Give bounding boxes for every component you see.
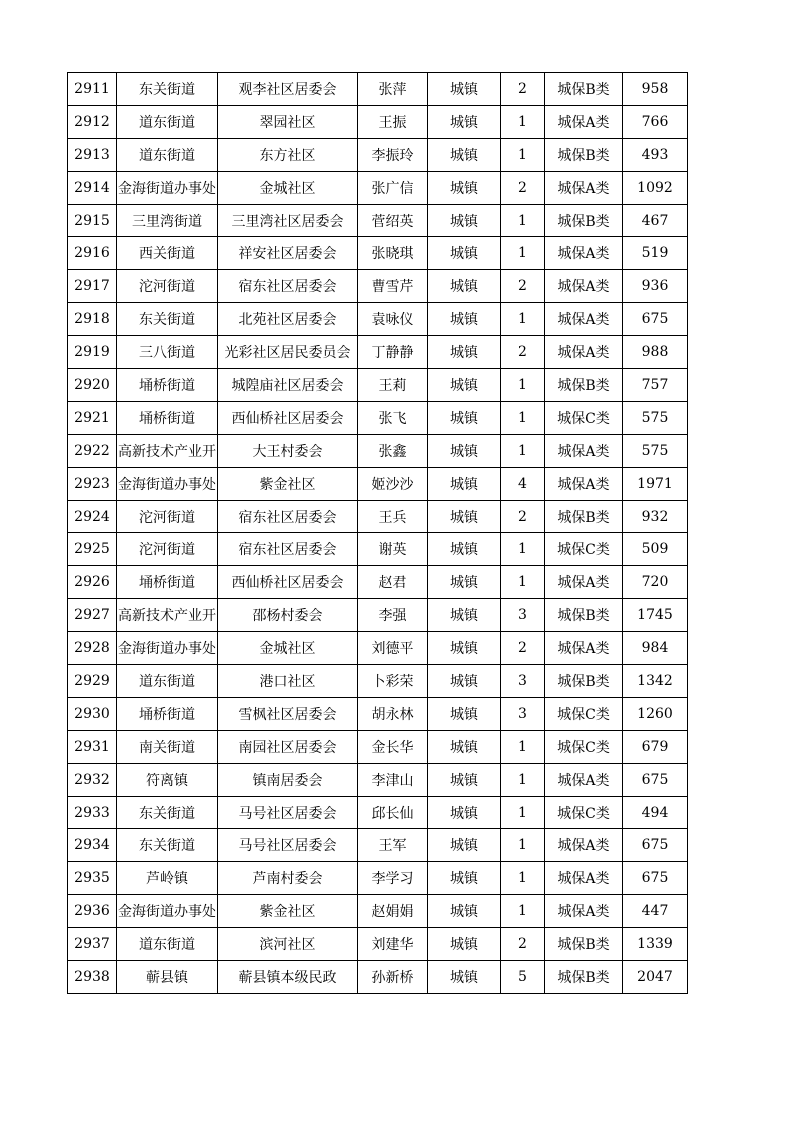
insurance-category-cell: 城保A类 <box>545 632 623 665</box>
household-count-cell: 1 <box>501 829 545 862</box>
household-count-cell: 1 <box>501 566 545 599</box>
table-row <box>68 336 688 369</box>
recipient-name-cell: 刘德平 <box>358 632 428 665</box>
insurance-category-cell: 城保B类 <box>545 73 623 106</box>
record-id-cell: 2923 <box>68 467 117 500</box>
recipient-name-cell: 张飞 <box>358 401 428 434</box>
community-cell: 港口社区 <box>218 665 358 698</box>
benefit-amount-cell: 575 <box>623 401 688 434</box>
recipient-name-cell: 张鑫 <box>358 434 428 467</box>
household-count-cell: 5 <box>501 961 545 994</box>
street-office-cell: 金海街道办事处 <box>117 171 218 204</box>
assistance-roster-table <box>67 72 688 994</box>
area-type-cell: 城镇 <box>428 928 501 961</box>
household-count-cell: 1 <box>501 434 545 467</box>
insurance-category-cell: 城保A类 <box>545 862 623 895</box>
table-row <box>68 566 688 599</box>
record-id-cell: 2928 <box>68 632 117 665</box>
benefit-amount-cell: 720 <box>623 566 688 599</box>
record-id-cell: 2935 <box>68 862 117 895</box>
recipient-name-cell: 李强 <box>358 599 428 632</box>
area-type-cell: 城镇 <box>428 401 501 434</box>
community-cell: 金城社区 <box>218 632 358 665</box>
area-type-cell: 城镇 <box>428 500 501 533</box>
community-cell: 南园社区居委会 <box>218 730 358 763</box>
street-office-cell: 东关街道 <box>117 303 218 336</box>
community-cell: 三里湾社区居委会 <box>218 204 358 237</box>
street-office-cell: 道东街道 <box>117 928 218 961</box>
area-type-cell: 城镇 <box>428 434 501 467</box>
street-office-cell: 埇桥街道 <box>117 401 218 434</box>
area-type-cell: 城镇 <box>428 303 501 336</box>
insurance-category-cell: 城保A类 <box>545 237 623 270</box>
area-type-cell: 城镇 <box>428 862 501 895</box>
recipient-name-cell: 刘建华 <box>358 928 428 961</box>
insurance-category-cell: 城保A类 <box>545 303 623 336</box>
insurance-category-cell: 城保B类 <box>545 138 623 171</box>
record-id-cell: 2914 <box>68 171 117 204</box>
record-id-cell: 2930 <box>68 697 117 730</box>
record-id-cell: 2927 <box>68 599 117 632</box>
benefit-amount-cell: 675 <box>623 303 688 336</box>
street-office-cell: 道东街道 <box>117 105 218 138</box>
table-row <box>68 171 688 204</box>
area-type-cell: 城镇 <box>428 796 501 829</box>
street-office-cell: 西关街道 <box>117 237 218 270</box>
record-id-cell: 2922 <box>68 434 117 467</box>
insurance-category-cell: 城保C类 <box>545 697 623 730</box>
record-id-cell: 2924 <box>68 500 117 533</box>
community-cell: 邵杨村委会 <box>218 599 358 632</box>
area-type-cell: 城镇 <box>428 730 501 763</box>
recipient-name-cell: 谢英 <box>358 533 428 566</box>
insurance-category-cell: 城保C类 <box>545 796 623 829</box>
table-row <box>68 73 688 106</box>
insurance-category-cell: 城保C类 <box>545 401 623 434</box>
recipient-name-cell: 丁静静 <box>358 336 428 369</box>
insurance-category-cell: 城保B类 <box>545 204 623 237</box>
table-row <box>68 434 688 467</box>
street-office-cell: 三里湾街道 <box>117 204 218 237</box>
community-cell: 翠园社区 <box>218 105 358 138</box>
area-type-cell: 城镇 <box>428 336 501 369</box>
household-count-cell: 4 <box>501 467 545 500</box>
household-count-cell: 3 <box>501 697 545 730</box>
household-count-cell: 2 <box>501 632 545 665</box>
table-row <box>68 961 688 994</box>
recipient-name-cell: 卜彩荣 <box>358 665 428 698</box>
benefit-amount-cell: 1092 <box>623 171 688 204</box>
benefit-amount-cell: 675 <box>623 862 688 895</box>
benefit-amount-cell: 575 <box>623 434 688 467</box>
community-cell: 宿东社区居委会 <box>218 270 358 303</box>
record-id-cell: 2913 <box>68 138 117 171</box>
table-row <box>68 303 688 336</box>
area-type-cell: 城镇 <box>428 204 501 237</box>
record-id-cell: 2918 <box>68 303 117 336</box>
record-id-cell: 2925 <box>68 533 117 566</box>
benefit-amount-cell: 766 <box>623 105 688 138</box>
street-office-cell: 道东街道 <box>117 665 218 698</box>
street-office-cell: 高新技术产业开 <box>117 599 218 632</box>
table-row <box>68 533 688 566</box>
insurance-category-cell: 城保A类 <box>545 270 623 303</box>
household-count-cell: 1 <box>501 204 545 237</box>
insurance-category-cell: 城保C类 <box>545 730 623 763</box>
recipient-name-cell: 张晓琪 <box>358 237 428 270</box>
table-row <box>68 599 688 632</box>
street-office-cell: 埇桥街道 <box>117 566 218 599</box>
table-row <box>68 105 688 138</box>
community-cell: 大王村委会 <box>218 434 358 467</box>
record-id-cell: 2921 <box>68 401 117 434</box>
community-cell: 东方社区 <box>218 138 358 171</box>
table-row <box>68 500 688 533</box>
street-office-cell: 南关街道 <box>117 730 218 763</box>
benefit-amount-cell: 984 <box>623 632 688 665</box>
community-cell: 西仙桥社区居委会 <box>218 401 358 434</box>
community-cell: 紫金社区 <box>218 467 358 500</box>
area-type-cell: 城镇 <box>428 961 501 994</box>
benefit-amount-cell: 519 <box>623 237 688 270</box>
insurance-category-cell: 城保B类 <box>545 961 623 994</box>
benefit-amount-cell: 757 <box>623 369 688 402</box>
record-id-cell: 2929 <box>68 665 117 698</box>
benefit-amount-cell: 675 <box>623 829 688 862</box>
street-office-cell: 沱河街道 <box>117 500 218 533</box>
table-row <box>68 697 688 730</box>
benefit-amount-cell: 1339 <box>623 928 688 961</box>
recipient-name-cell: 袁咏仪 <box>358 303 428 336</box>
benefit-amount-cell: 2047 <box>623 961 688 994</box>
area-type-cell: 城镇 <box>428 171 501 204</box>
insurance-category-cell: 城保C类 <box>545 533 623 566</box>
record-id-cell: 2933 <box>68 796 117 829</box>
record-id-cell: 2915 <box>68 204 117 237</box>
area-type-cell: 城镇 <box>428 467 501 500</box>
household-count-cell: 1 <box>501 138 545 171</box>
insurance-category-cell: 城保A类 <box>545 171 623 204</box>
record-id-cell: 2916 <box>68 237 117 270</box>
community-cell: 观李社区居委会 <box>218 73 358 106</box>
record-id-cell: 2917 <box>68 270 117 303</box>
record-id-cell: 2912 <box>68 105 117 138</box>
benefit-amount-cell: 1745 <box>623 599 688 632</box>
record-id-cell: 2919 <box>68 336 117 369</box>
insurance-category-cell: 城保A类 <box>545 434 623 467</box>
street-office-cell: 沱河街道 <box>117 533 218 566</box>
recipient-name-cell: 王莉 <box>358 369 428 402</box>
record-id-cell: 2932 <box>68 763 117 796</box>
community-cell: 金城社区 <box>218 171 358 204</box>
community-cell: 滨河社区 <box>218 928 358 961</box>
street-office-cell: 三八街道 <box>117 336 218 369</box>
household-count-cell: 1 <box>501 730 545 763</box>
household-count-cell: 1 <box>501 237 545 270</box>
household-count-cell: 2 <box>501 73 545 106</box>
recipient-name-cell: 胡永林 <box>358 697 428 730</box>
benefit-amount-cell: 958 <box>623 73 688 106</box>
household-count-cell: 1 <box>501 862 545 895</box>
table-row <box>68 270 688 303</box>
table-row <box>68 796 688 829</box>
recipient-name-cell: 邱长仙 <box>358 796 428 829</box>
insurance-category-cell: 城保B类 <box>545 500 623 533</box>
record-id-cell: 2936 <box>68 895 117 928</box>
street-office-cell: 金海街道办事处 <box>117 467 218 500</box>
recipient-name-cell: 李津山 <box>358 763 428 796</box>
area-type-cell: 城镇 <box>428 697 501 730</box>
record-id-cell: 2937 <box>68 928 117 961</box>
insurance-category-cell: 城保A类 <box>545 566 623 599</box>
street-office-cell: 沱河街道 <box>117 270 218 303</box>
community-cell: 马号社区居委会 <box>218 796 358 829</box>
household-count-cell: 2 <box>501 270 545 303</box>
table-row <box>68 369 688 402</box>
table-row <box>68 237 688 270</box>
street-office-cell: 埇桥街道 <box>117 697 218 730</box>
record-id-cell: 2911 <box>68 73 117 106</box>
recipient-name-cell: 赵娟娟 <box>358 895 428 928</box>
street-office-cell: 东关街道 <box>117 796 218 829</box>
recipient-name-cell: 李学习 <box>358 862 428 895</box>
recipient-name-cell: 金长华 <box>358 730 428 763</box>
insurance-category-cell: 城保B类 <box>545 928 623 961</box>
record-id-cell: 2920 <box>68 369 117 402</box>
community-cell: 北苑社区居委会 <box>218 303 358 336</box>
insurance-category-cell: 城保A类 <box>545 467 623 500</box>
recipient-name-cell: 王兵 <box>358 500 428 533</box>
record-id-cell: 2938 <box>68 961 117 994</box>
household-count-cell: 1 <box>501 105 545 138</box>
community-cell: 镇南居委会 <box>218 763 358 796</box>
household-count-cell: 2 <box>501 500 545 533</box>
household-count-cell: 1 <box>501 401 545 434</box>
recipient-name-cell: 张广信 <box>358 171 428 204</box>
area-type-cell: 城镇 <box>428 73 501 106</box>
benefit-amount-cell: 1260 <box>623 697 688 730</box>
street-office-cell: 金海街道办事处 <box>117 895 218 928</box>
benefit-amount-cell: 1342 <box>623 665 688 698</box>
community-cell: 芦南村委会 <box>218 862 358 895</box>
benefit-amount-cell: 467 <box>623 204 688 237</box>
household-count-cell: 2 <box>501 336 545 369</box>
area-type-cell: 城镇 <box>428 665 501 698</box>
table-row <box>68 928 688 961</box>
record-id-cell: 2931 <box>68 730 117 763</box>
community-cell: 宿东社区居委会 <box>218 500 358 533</box>
insurance-category-cell: 城保B类 <box>545 369 623 402</box>
area-type-cell: 城镇 <box>428 369 501 402</box>
recipient-name-cell: 菅绍英 <box>358 204 428 237</box>
street-office-cell: 符离镇 <box>117 763 218 796</box>
area-type-cell: 城镇 <box>428 105 501 138</box>
community-cell: 雪枫社区居委会 <box>218 697 358 730</box>
recipient-name-cell: 李振玲 <box>358 138 428 171</box>
community-cell: 紫金社区 <box>218 895 358 928</box>
insurance-category-cell: 城保A类 <box>545 763 623 796</box>
table-row <box>68 401 688 434</box>
area-type-cell: 城镇 <box>428 566 501 599</box>
table-row <box>68 730 688 763</box>
household-count-cell: 1 <box>501 796 545 829</box>
table-row <box>68 632 688 665</box>
recipient-name-cell: 曹雪芹 <box>358 270 428 303</box>
table-row <box>68 763 688 796</box>
recipient-name-cell: 张萍 <box>358 73 428 106</box>
table-row <box>68 895 688 928</box>
street-office-cell: 芦岭镇 <box>117 862 218 895</box>
record-id-cell: 2934 <box>68 829 117 862</box>
street-office-cell: 埇桥街道 <box>117 369 218 402</box>
benefit-amount-cell: 494 <box>623 796 688 829</box>
household-count-cell: 2 <box>501 928 545 961</box>
household-count-cell: 1 <box>501 763 545 796</box>
recipient-name-cell: 姬沙沙 <box>358 467 428 500</box>
street-office-cell: 蕲县镇 <box>117 961 218 994</box>
area-type-cell: 城镇 <box>428 829 501 862</box>
street-office-cell: 东关街道 <box>117 73 218 106</box>
benefit-amount-cell: 509 <box>623 533 688 566</box>
insurance-category-cell: 城保A类 <box>545 829 623 862</box>
household-count-cell: 2 <box>501 171 545 204</box>
community-cell: 祥安社区居委会 <box>218 237 358 270</box>
insurance-category-cell: 城保A类 <box>545 105 623 138</box>
household-count-cell: 1 <box>501 369 545 402</box>
area-type-cell: 城镇 <box>428 270 501 303</box>
benefit-amount-cell: 932 <box>623 500 688 533</box>
table-row <box>68 138 688 171</box>
household-count-cell: 1 <box>501 895 545 928</box>
street-office-cell: 高新技术产业开 <box>117 434 218 467</box>
community-cell: 西仙桥社区居委会 <box>218 566 358 599</box>
street-office-cell: 东关街道 <box>117 829 218 862</box>
table-row <box>68 829 688 862</box>
insurance-category-cell: 城保A类 <box>545 336 623 369</box>
benefit-amount-cell: 1971 <box>623 467 688 500</box>
recipient-name-cell: 王振 <box>358 105 428 138</box>
benefit-amount-cell: 447 <box>623 895 688 928</box>
area-type-cell: 城镇 <box>428 599 501 632</box>
table-row <box>68 862 688 895</box>
area-type-cell: 城镇 <box>428 895 501 928</box>
benefit-amount-cell: 988 <box>623 336 688 369</box>
community-cell: 马号社区居委会 <box>218 829 358 862</box>
area-type-cell: 城镇 <box>428 138 501 171</box>
recipient-name-cell: 孙新桥 <box>358 961 428 994</box>
benefit-amount-cell: 493 <box>623 138 688 171</box>
area-type-cell: 城镇 <box>428 632 501 665</box>
community-cell: 城隍庙社区居委会 <box>218 369 358 402</box>
table-row <box>68 665 688 698</box>
table-row <box>68 204 688 237</box>
area-type-cell: 城镇 <box>428 763 501 796</box>
community-cell: 蕲县镇本级民政 <box>218 961 358 994</box>
table-row <box>68 467 688 500</box>
benefit-amount-cell: 675 <box>623 763 688 796</box>
household-count-cell: 1 <box>501 303 545 336</box>
household-count-cell: 1 <box>501 533 545 566</box>
insurance-category-cell: 城保A类 <box>545 895 623 928</box>
insurance-category-cell: 城保B类 <box>545 599 623 632</box>
community-cell: 光彩社区居民委员会 <box>218 336 358 369</box>
area-type-cell: 城镇 <box>428 237 501 270</box>
household-count-cell: 3 <box>501 599 545 632</box>
insurance-category-cell: 城保B类 <box>545 665 623 698</box>
record-id-cell: 2926 <box>68 566 117 599</box>
community-cell: 宿东社区居委会 <box>218 533 358 566</box>
street-office-cell: 金海街道办事处 <box>117 632 218 665</box>
benefit-amount-cell: 679 <box>623 730 688 763</box>
benefit-amount-cell: 936 <box>623 270 688 303</box>
recipient-name-cell: 王军 <box>358 829 428 862</box>
household-count-cell: 3 <box>501 665 545 698</box>
area-type-cell: 城镇 <box>428 533 501 566</box>
recipient-name-cell: 赵君 <box>358 566 428 599</box>
roster-body <box>68 73 688 994</box>
street-office-cell: 道东街道 <box>117 138 218 171</box>
